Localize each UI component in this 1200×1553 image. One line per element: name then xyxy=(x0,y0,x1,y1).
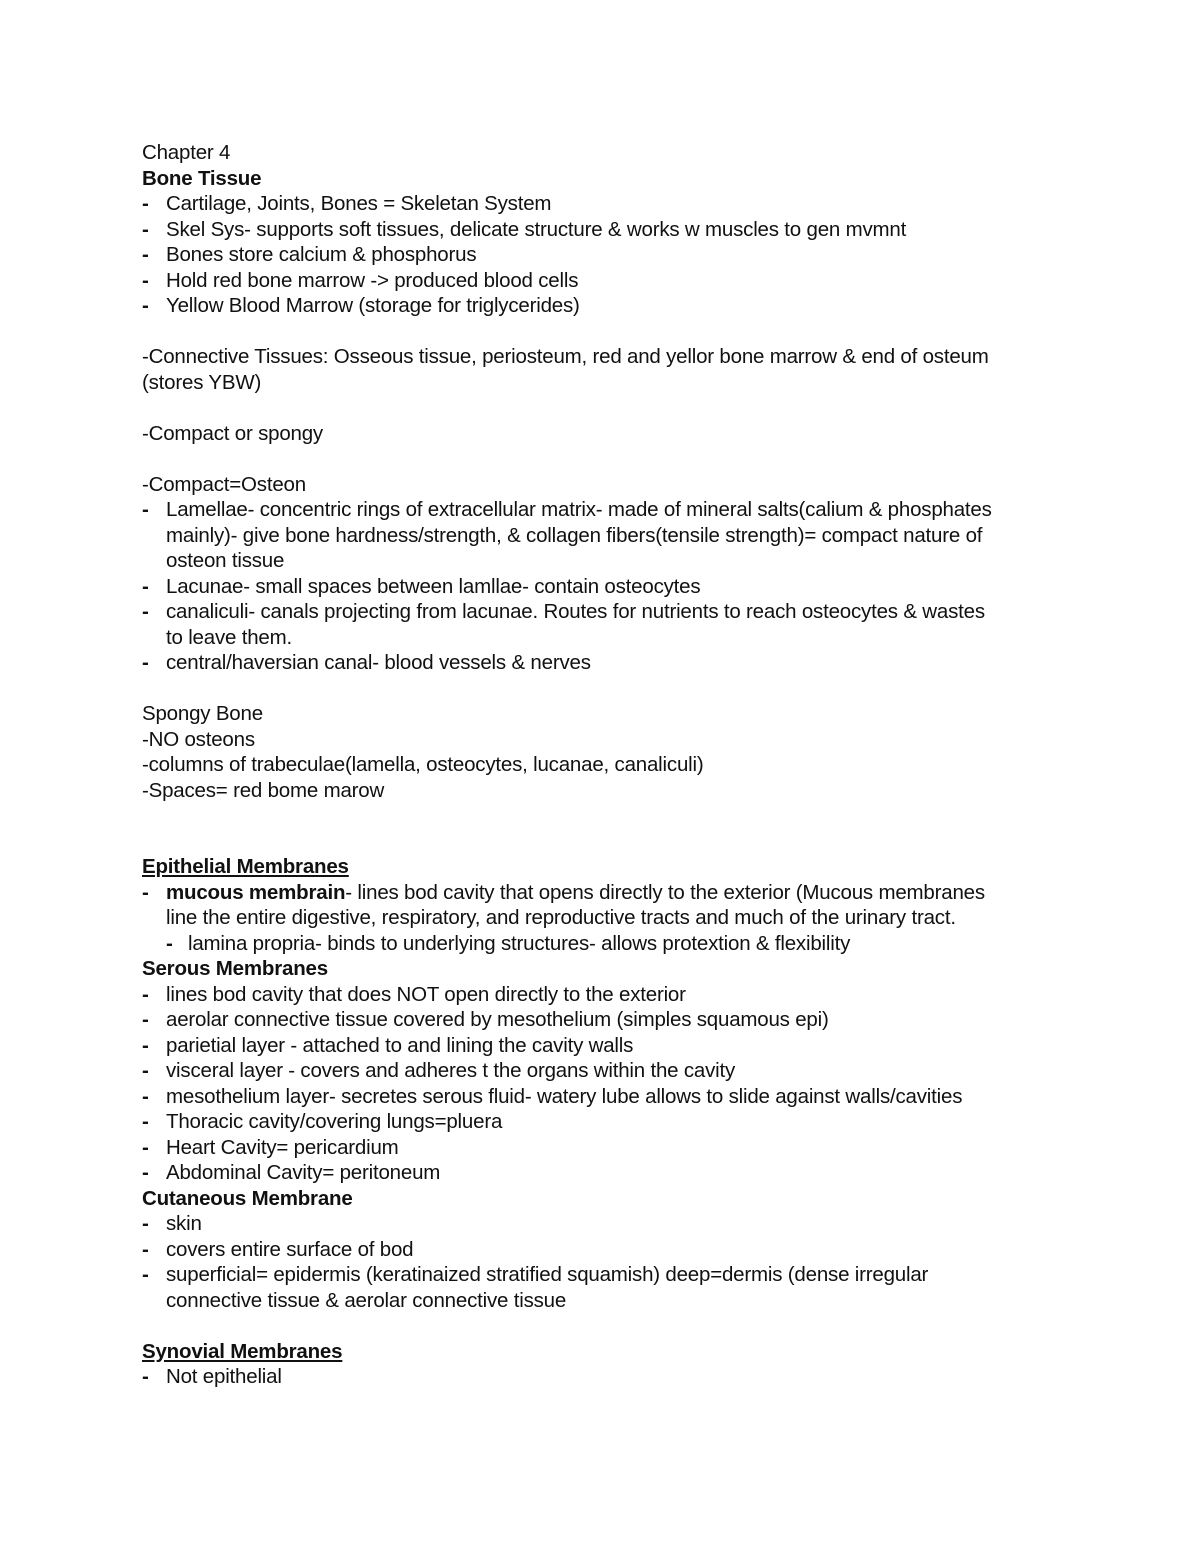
list-item: - Skel Sys- supports soft tissues, delicate structure & works w muscles to gen mvmnt xyxy=(142,217,907,241)
list-item: - aerolar connective tissue covered by mesothelium (simples squamous epi) xyxy=(142,1008,829,1031)
bullet-dash: - xyxy=(142,1263,149,1286)
bullet-dash: - xyxy=(142,1212,149,1235)
list-item: - mucous membrain- lines bod cavity that opens directly to the exterior (Mucous membranes line the entire digestive, respiratory, and reproductive tracts and much of the urinary tract. xyxy=(142,880,985,929)
connective-tissues-line: -Connective Tissues: Osseous tissue, periosteum, red and yellor bone marrow & end of osteum xyxy=(142,345,989,368)
spongy-bone-title: Spongy Bone xyxy=(142,702,263,725)
bullet-dash: - xyxy=(142,1084,149,1108)
spongy-line: -NO osteons xyxy=(142,727,255,751)
chapter-title: Chapter 4 xyxy=(142,141,231,164)
epithelial-list xyxy=(142,880,1072,957)
bullet-dash: - xyxy=(142,574,149,598)
list-item: - Cartilage, Joints, Bones = Skeletan System xyxy=(142,192,552,215)
list-item: - Thoracic cavity/covering lungs=pluera xyxy=(142,1110,503,1133)
list-item: - mesothelium layer- secretes serous fluid- watery lube allows to slide against walls/cavities xyxy=(142,1084,963,1108)
list-item: - visceral layer - covers and adheres t the organs within the cavity xyxy=(142,1059,736,1082)
bullet-dash: - xyxy=(142,498,149,521)
bullet-dash: - xyxy=(142,217,149,241)
bullet-dash: - xyxy=(142,880,149,904)
list-item: - canaliculi- canals projecting from lacunae. Routes for nutrients to reach osteocytes & wastes to leave them. xyxy=(142,600,985,649)
list-item: - parietial layer - attached to and lining the cavity walls xyxy=(142,1033,634,1057)
compact-list xyxy=(142,497,1072,676)
list-item: - lines bod cavity that does NOT open directly to the exterior xyxy=(142,982,686,1006)
epithelial-heading: Epithelial Membranes xyxy=(142,855,349,878)
list-item: - Lacunae- small spaces between lamllae- contain osteocytes xyxy=(142,574,701,598)
list-item: - covers entire surface of bod xyxy=(142,1237,414,1261)
serous-heading: Serous Membranes xyxy=(142,957,328,980)
bullet-dash: - xyxy=(142,1161,149,1184)
list-item: - central/haversian canal- blood vessels & nerves xyxy=(142,651,591,674)
list-item: - Lamellae- concentric rings of extracellular matrix- made of mineral salts(calium & phosphates mainly)- give bone hardness/strength, & collagen fibers(tensile strength)= compact nature of osteon tissue xyxy=(142,498,992,572)
bullet-dash: - xyxy=(142,1008,149,1031)
bullet-dash: - xyxy=(142,1365,149,1388)
bone-tissue-list xyxy=(142,191,1072,319)
bullet-dash: - xyxy=(142,1135,149,1159)
compact-heading: -Compact=Osteon xyxy=(142,472,306,496)
spongy-line: -Spaces= red bome marow xyxy=(142,778,385,802)
list-item: - Bones store calcium & phosphorus xyxy=(142,243,477,266)
bullet-dash: - xyxy=(142,982,149,1006)
bullet-dash: - xyxy=(166,931,173,955)
connective-tissues-line-cont: (stores YBW) xyxy=(142,370,262,394)
bullet-dash: - xyxy=(142,1237,149,1261)
document-page xyxy=(142,140,1072,1390)
bullet-dash: - xyxy=(142,600,149,623)
synovial-list xyxy=(142,1364,1072,1390)
list-item: - Abdominal Cavity= peritoneum xyxy=(142,1161,441,1184)
cutaneous-heading: Cutaneous Membrane xyxy=(142,1186,353,1210)
list-item: - Not epithelial xyxy=(142,1365,282,1388)
synovial-heading: Synovial Membranes xyxy=(142,1339,343,1363)
cutaneous-list xyxy=(142,1211,1072,1313)
list-item: - Heart Cavity= pericardium xyxy=(142,1135,399,1159)
mucous-term: mucous membrain xyxy=(166,880,346,904)
serous-list xyxy=(142,982,1072,1186)
bullet-dash: - xyxy=(142,1110,149,1133)
bullet-dash: - xyxy=(142,268,149,292)
bullet-dash: - xyxy=(142,651,149,674)
bullet-dash: - xyxy=(142,243,149,266)
bone-tissue-heading: Bone Tissue xyxy=(142,166,262,190)
list-item: - Yellow Blood Marrow (storage for triglycerides) xyxy=(142,294,580,317)
spongy-line: -columns of trabeculae(lamella, osteocytes, lucanae, canaliculi) xyxy=(142,753,704,776)
bullet-dash: - xyxy=(142,1059,149,1082)
bullet-dash: - xyxy=(142,294,149,317)
bullet-dash: - xyxy=(142,1033,149,1057)
sub-list-item: - lamina propria- binds to underlying structures- allows protextion & flexibility xyxy=(166,931,851,955)
list-item: - skin xyxy=(142,1212,202,1235)
compact-or-spongy: -Compact or spongy xyxy=(142,421,323,445)
list-item: - Hold red bone marrow -> produced blood cells xyxy=(142,268,579,292)
bullet-dash: - xyxy=(142,192,149,215)
list-item: - superficial= epidermis (keratinaized stratified squamish) deep=dermis (dense irregular connective tissue & aerolar connective tissue xyxy=(142,1263,929,1312)
